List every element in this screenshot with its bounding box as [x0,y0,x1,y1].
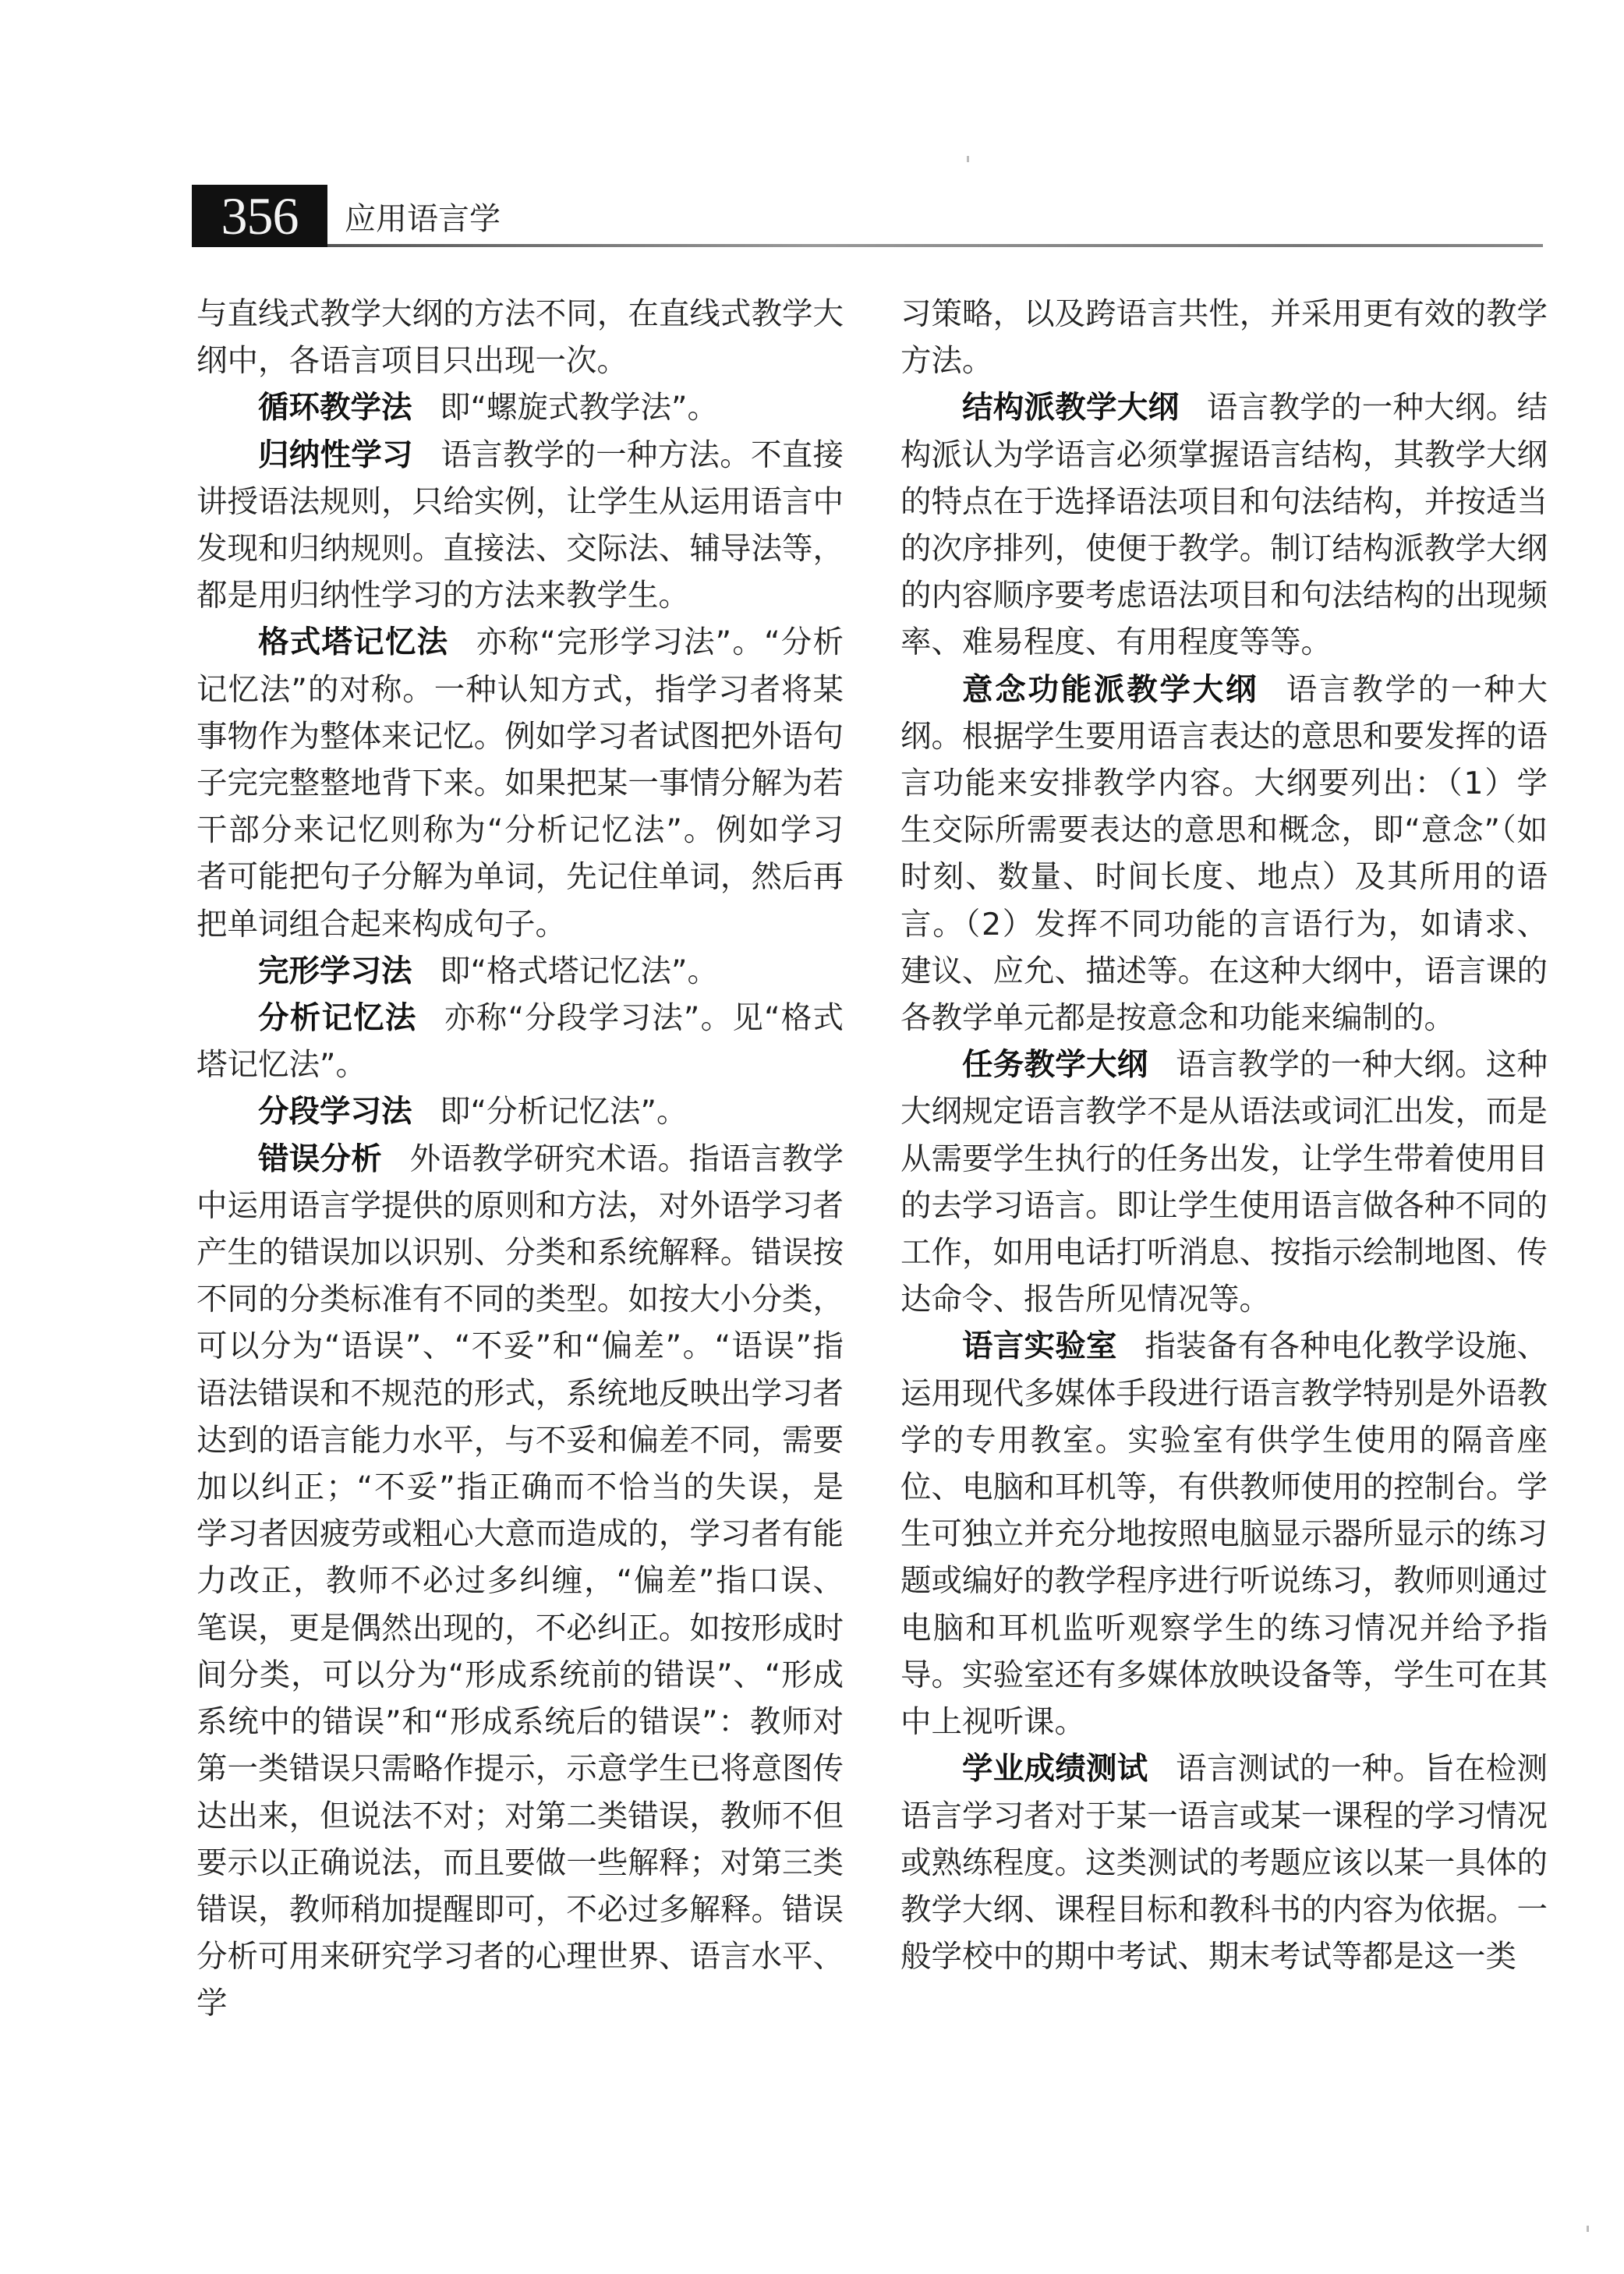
entry-definition: 语言测试的一种。旨在检测语言学习者对于某一语言或某一课程的学习情况或熟练程度。这类测试的考题应该以某一具体的教学大纲、课程目标和教科书的内容为依据。一般学校中的期中考试、期末考试等都是这一类 [900,1751,1548,1975]
dictionary-entry [196,432,844,620]
entry-term: 学业成绩测试 [962,1751,1148,1788]
entry-term: 任务教学大纲 [962,1047,1148,1084]
entry-term: 循环教学法 [258,390,412,426]
entry-term: 归纳性学习 [258,437,413,473]
entry-definition: 语言教学的一种大纲。根据学生要用语言表达的意思和要发挥的语言功能来安排教学内容。大纲要列出：（1）学生交际所需要表达的意思和概念，即“意念”（如时刻、数量、时间长度、地点）及其所用的语言。（2）发挥不同功能的言语行为，如请求、建议、应允、描述等。在这种大纲中，语言课的各教学单元都是按意念和功能来编制的。 [900,671,1548,1037]
running-title: 应用语言学 [345,201,501,237]
dictionary-entry [196,619,844,947]
entry-term: 错误分析 [258,1141,383,1177]
entry-definition: 语言教学的一种方法。不直接讲授语法规则，只给实例，让学生从运用语言中发现和归纳规则。直接法、交际法、辅导法等，都是用归纳性学习的方法来教学生。 [196,437,844,614]
scan-speck [967,156,969,162]
entry-term: 分段学习法 [258,1094,412,1130]
dictionary-entry [196,1136,844,2028]
entry-definition: 亦称“完形学习法”。“分析记忆法”的对称。一种认知方式，指学习者将某事物作为整体来记忆。例如学习者试图把外语句子完完整整地背下来。如果把某一事情分解为若干部分来记忆则称为“分析记忆法”。例如学习者可能把句子分解为单词，先记住单词，然后再把单词组合起来构成句子。 [196,624,844,942]
left-column [196,291,844,2028]
entry-definition: 即“分析记忆法”。 [440,1094,688,1130]
continuation-text: 与直线式教学大纲的方法不同，在直线式教学大纲中，各语言项目只出现一次。 [196,296,844,380]
dictionary-entry [900,1042,1548,1323]
entry-term: 完形学习法 [258,953,412,989]
entry-term: 分析记忆法 [258,1000,417,1037]
continuation-text: 习策略，以及跨语言共性，并采用更有效的教学方法。 [900,296,1548,380]
dictionary-entry [196,384,844,431]
dictionary-entry [900,384,1548,666]
dictionary-entry [196,1088,844,1135]
header-rule [327,244,1543,247]
entry-definition: 指装备有各种电化教学设施、运用现代多媒体手段进行语言教学特别是外语教学的专用教室。实验室有供学生使用的隔音座位、电脑和耳机等，有供教师使用的控制台。学生可独立并充分地按照电脑显示器所显示的练习题或编好的教学程序进行听说练习，教师则通过电脑和耳机监听观察学生的练习情况并给予指导。实验室还有多媒体放映设备等，学生可在其中上视听课。 [900,1328,1548,1741]
entry-definition: 亦称“分段学习法”。见“格式塔记忆法”。 [196,1000,844,1084]
page-number: 356 [192,185,327,247]
dictionary-entry [900,1745,1548,1980]
entry-definition: 语言教学的一种大纲。这种大纲规定语言教学不是从语法或词汇出发，而是从需要学生执行的任务出发，让学生带着使用目的去学习语言。即让学生使用语言做各种不同的工作，如用电话打听消息、按指示绘制地图、传达命令、报告所见情况等。 [900,1047,1548,1318]
entry-term: 意念功能派教学大纲 [962,671,1259,708]
entry-definition: 外语教学研究术语。指语言教学中运用语言学提供的原则和方法，对外语学习者产生的错误加以识别、分类和系统解释。错误按不同的分类标准有不同的类型。如按大小分类，可以分为“语误”、“不妥”和“偏差”。“语误”指语法错误和不规范的形式，系统地反映出学习者达到的语言能力水平，与不妥和偏差不同，需要加以纠正；“不妥”指正确而不恰当的失误，是学习者因疲劳或粗心大意而造成的，学习者有能力改正，教师不必过多纠缠，“偏差”指口误、笔误，更是偶然出现的，不必纠正。如按形成时间分类，可以分为“形成系统前的错误”、“形成系统中的错误”和“形成系统后的错误”：教师对第一类错误只需略作提示，示意学生已将意图传达出来，但说法不对；对第二类错误，教师不但要示以正确说法，而且要做一些解释；对第三类错误，教师稍加提醒即可，不必过多解释。错误分析可用来研究学习者的心理世界、语言水平、学 [196,1141,844,2022]
dictionary-entry [900,1323,1548,1745]
dictionary-entry [196,995,844,1088]
dictionary-entry [900,667,1548,1042]
scan-speck [1587,2226,1589,2232]
entry-term: 格式塔记忆法 [258,624,449,661]
entry-term: 语言实验室 [962,1328,1117,1365]
entry-definition: 语言教学的一种大纲。结构派认为学语言必须掌握语言结构，其教学大纲的特点在于选择语法项目和句法结构，并按适当的次序排列，使便于教学。制订结构派教学大纲的内容顺序要考虑语法项目和句法结构的出现频率、难易程度、有用程度等等。 [900,390,1548,661]
right-column [900,291,1548,1980]
dictionary-entry [196,948,844,995]
page-header [192,185,1543,247]
entry-definition: 即“螺旋式教学法”。 [440,390,718,426]
entry-term: 结构派教学大纲 [962,390,1180,426]
entry-definition: 即“格式塔记忆法”。 [440,953,718,989]
